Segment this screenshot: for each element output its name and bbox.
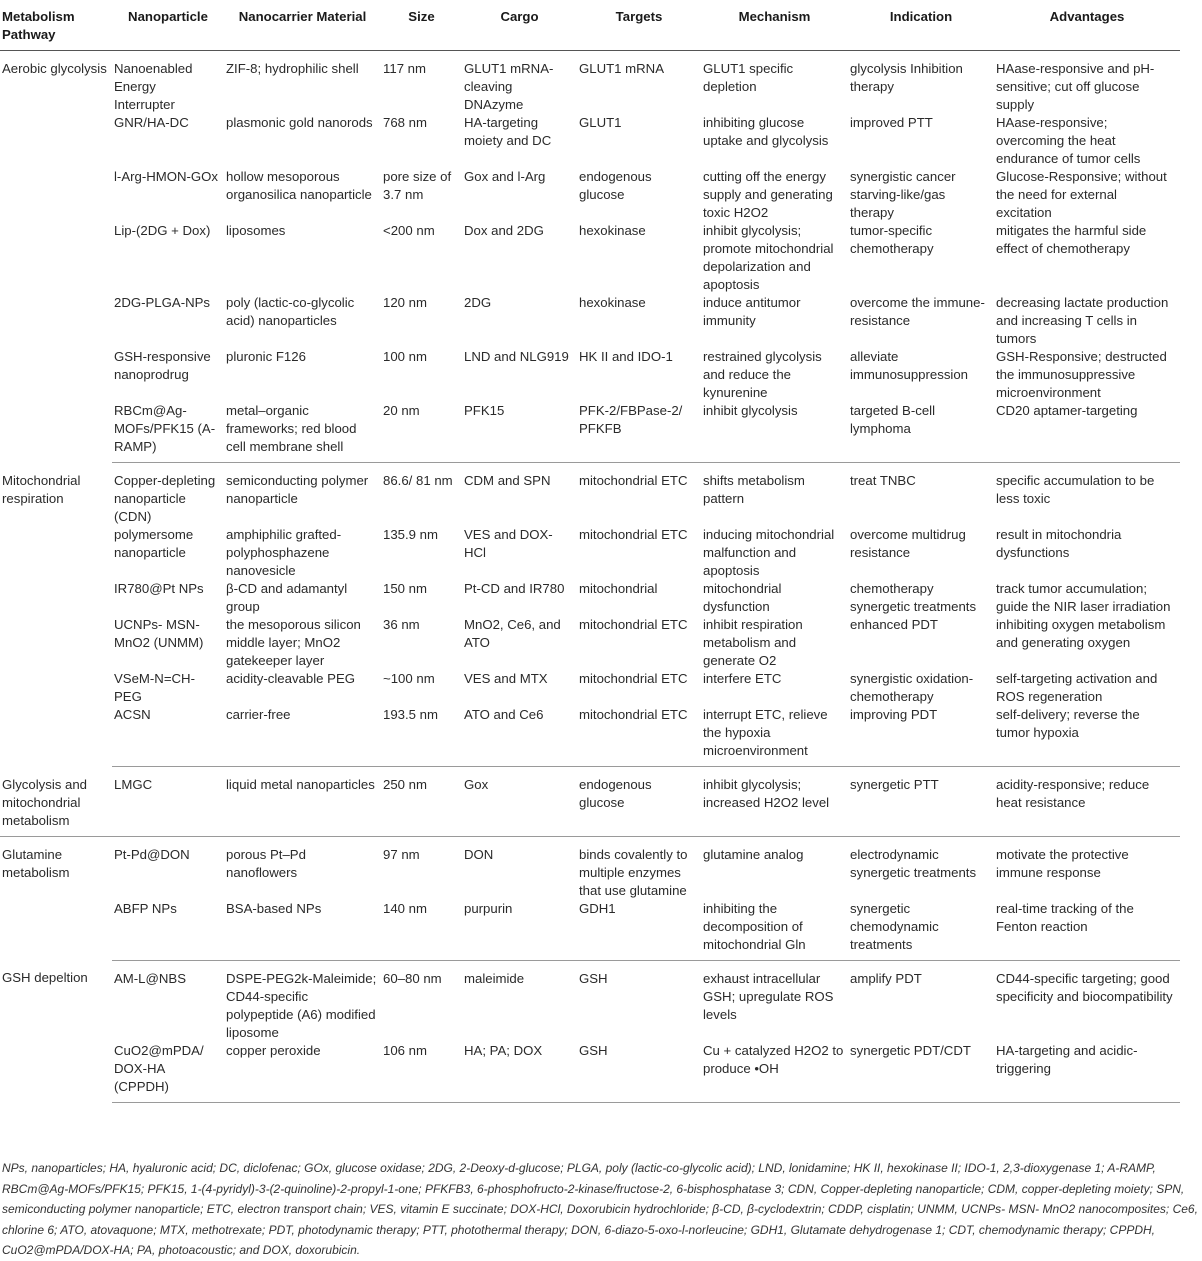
table-cell: self-targeting activation and ROS regeneration (996, 671, 1158, 704)
table-cell: exhaust intracellular GSH; upregulate ROS levels (703, 970, 834, 1022)
table-cell: inhibiting the decomposition of mitochondrial Gln (701, 900, 848, 961)
table-cell: inhibit glycolysis; promote mitochondrial depolarization and apoptosis (703, 223, 834, 292)
table-row (0, 767, 1180, 837)
table-row (0, 900, 1180, 961)
table-cell: l-Arg-HMON-GOx (114, 169, 219, 184)
table-row (0, 706, 1180, 767)
table-cell: HK II and IDO-1 (579, 349, 673, 364)
header-cell: Targets (577, 0, 701, 51)
table-cell: targeted B-cell lymphoma (848, 402, 994, 463)
table-cell: hexokinase (579, 295, 646, 310)
table-cell: liquid metal nanoparticles (224, 767, 381, 837)
table-row (0, 670, 1180, 706)
table-cell: mitigates the harmful side effect of chemotherapy (996, 223, 1147, 256)
table-cell: 193.5 nm (381, 706, 462, 767)
table-cell: LND and NLG919 (464, 349, 569, 364)
table-cell: Pt-CD and IR780 (464, 581, 565, 596)
table-cell: interfere ETC (703, 671, 782, 686)
pathway-cell: GSH depeltion (2, 970, 88, 985)
table-row (0, 836, 1180, 900)
table-cell: hexokinase (579, 223, 646, 238)
table-cell: 2DG (464, 295, 492, 310)
table-cell: GSH-responsive nanoprodrug (114, 349, 211, 382)
table-cell: chemotherapy synergetic treatments (850, 581, 977, 614)
table-row (0, 1042, 1180, 1103)
table-cell: liposomes (226, 223, 286, 238)
table-cell: Pt-Pd@DON (114, 846, 190, 862)
table-cell: synergistic oxidation-chemotherapy (850, 671, 974, 704)
table-cell: mitochondrial dysfunction (703, 581, 782, 614)
table-cell: overcome the immune-resistance (850, 295, 985, 328)
table-cell: metal–organic frameworks; red blood cell membrane shell (224, 402, 381, 463)
pathway-cell: Glutamine metabolism (2, 846, 70, 880)
table-cell: DSPE-PEG2k-Maleimide; CD44-specific polypeptide (A6) modified liposome (226, 970, 377, 1040)
table-cell: restrained glycolysis and reduce the kynurenine (703, 349, 822, 400)
table-cell: 150 nm (383, 581, 427, 596)
header-cell: Mechanism (701, 0, 848, 51)
table-cell: ~100 nm (383, 671, 435, 686)
table-cell: GLUT1 (579, 115, 622, 130)
table-cell: 20 nm (381, 402, 462, 463)
table-cell: GSH (577, 1042, 701, 1103)
table-cell: 36 nm (383, 617, 420, 632)
table-cell: UCNPs- MSN-MnO2 (UNMM) (114, 617, 204, 650)
table-cell: LMGC (112, 767, 224, 837)
table-cell: endogenous glucose (577, 767, 701, 837)
table-cell: CD44-specific targeting; good specificity and biocompatibility (996, 970, 1173, 1004)
table-cell: synergetic PTT (848, 767, 994, 837)
table-cell: porous Pt–Pd nanoflowers (226, 846, 306, 880)
table-cell: Lip-(2DG + Dox) (114, 223, 211, 238)
table-cell: acidity-cleavable PEG (226, 671, 356, 686)
table-cell: GLUT1 specific depletion (703, 61, 794, 94)
table-cell: ZIF-8; hydrophilic shell (226, 61, 359, 76)
table-cell: the mesoporous silicon middle layer; MnO2 gatekeeper layer (226, 617, 361, 668)
table-cell: 97 nm (383, 846, 420, 862)
table-cell: mitochondrial ETC (579, 617, 688, 632)
table-cell: interrupt ETC, relieve the hypoxia microenvironment (701, 706, 848, 767)
table-cell: alleviate immunosuppression (850, 349, 969, 382)
table-cell: 60–80 nm (383, 970, 442, 986)
table-cell: GLUT1 mRNA (579, 61, 664, 76)
table-cell: HA-targeting moiety and DC (464, 115, 552, 148)
table-cell: HA-targeting and acidic-triggering (994, 1042, 1180, 1103)
table-cell: Glucose-Responsive; without the need for external excitation (996, 169, 1167, 220)
table-cell: treat TNBC (850, 473, 916, 488)
table-cell: 100 nm (383, 349, 427, 364)
table-cell: glutamine analog (703, 846, 804, 862)
table-cell: 106 nm (381, 1042, 462, 1103)
table-cell: inhibiting oxygen metabolism and generating oxygen (996, 617, 1166, 650)
table-cell: mitochondrial (579, 581, 658, 596)
table-cell: Cu + catalyzed H2O2 to produce •OH (701, 1042, 848, 1103)
table-cell: mitochondrial ETC (579, 527, 688, 542)
table-cell: acidity-responsive; reduce heat resistance (994, 767, 1180, 837)
pathway-cell: Glycolysis and mitochondrial metabolism (0, 767, 112, 837)
table-cell: inhibit glycolysis; increased H2O2 level (701, 767, 848, 837)
table-cell: purpurin (462, 900, 577, 961)
table-cell: synergetic chemodynamic treatments (848, 900, 994, 961)
table-cell: decreasing lactate production and increasing T cells in tumors (996, 295, 1169, 346)
table-cell: tumor-specific chemotherapy (850, 223, 934, 256)
table-row (0, 222, 1180, 294)
header-cell: Cargo (462, 0, 577, 51)
table-cell: β-CD and adamantyl group (226, 581, 348, 614)
header-row (0, 0, 1180, 51)
table-row (0, 114, 1180, 168)
table-cell: inhibit respiration metabolism and generate O2 (703, 617, 803, 668)
table-cell: cutting off the energy supply and generating toxic H2O2 (703, 169, 833, 220)
table-cell: 140 nm (381, 900, 462, 961)
table-cell: VES and DOX-HCl (464, 527, 553, 560)
table-cell: GNR/HA-DC (114, 115, 189, 130)
table-cell: GLUT1 mRNA-cleaving DNAzyme (464, 61, 554, 112)
table-cell: Nanoenabled Energy Interrupter (114, 61, 193, 112)
header-cell: Nanocarrier Material (224, 0, 381, 51)
table-cell: shifts metabolism pattern (703, 473, 805, 506)
table-cell: amphiphilic grafted-polyphosphazene nanovesicle (226, 527, 342, 578)
table-cell: maleimide (464, 970, 525, 986)
table-body (0, 51, 1180, 1103)
table-cell: 768 nm (383, 115, 427, 130)
table-cell: inhibit glycolysis (701, 402, 848, 463)
table-cell: ACSN (112, 706, 224, 767)
header-cell: Metabolism Pathway (0, 0, 112, 51)
table-cell: mitochondrial ETC (579, 671, 688, 686)
table-cell: hollow mesoporous organosilica nanoparticle (226, 169, 372, 202)
table-cell: HA; PA; DOX (462, 1042, 577, 1103)
table-cell: poly (lactic-co-glycolic acid) nanoparticles (226, 295, 355, 328)
table-cell: self-delivery; reverse the tumor hypoxia (994, 706, 1180, 767)
table-cell: HAase-responsive; overcoming the heat endurance of tumor cells (996, 115, 1141, 166)
table-cell: motivate the protective immune response (996, 846, 1129, 880)
table-row (0, 51, 1180, 115)
header-cell: Size (381, 0, 462, 51)
table-cell: track tumor accumulation; guide the NIR laser irradiation (996, 581, 1171, 614)
table-cell: overcome multidrug resistance (850, 527, 966, 560)
table-cell: ATO and Ce6 (462, 706, 577, 767)
table-cell: result in mitochondria dysfunctions (996, 527, 1122, 560)
table-cell: synergistic cancer starving-like/gas therapy (850, 169, 956, 220)
table-cell: Dox and 2DG (464, 223, 544, 238)
table-cell: amplify PDT (850, 970, 922, 986)
table-cell: RBCm@Ag-MOFs/PFK15 (A-RAMP) (112, 402, 224, 463)
header-cell: Advantages (994, 0, 1180, 51)
table-cell: 120 nm (383, 295, 427, 310)
table-cell: MnO2, Ce6, and ATO (464, 617, 561, 650)
table-cell: pore size of 3.7 nm (383, 169, 452, 202)
table-footnote: NPs, nanoparticles; HA, hyaluronic acid; DC, diclofenac; GOx, glucose oxidase; 2DG, 2-Deoxy-d-glucose; PLGA, poly (lactic-co-glycolic acid); LND, lonidamine; HK II, hexokinase II; IDO-1, 2,3-dioxygenase 1; A-RAMP, RBCm@Ag-MOFs/PFK15; PFK15, 1-(4-pyridyl)-3-(2-quinoline)-2-propyl-1-one; PFKFB3, 6-phosphofructo-2-kinase/fructose-2, 6-bisphosphatase 3; CDN, Copper-depleting nanoparticle; CDM, copper-depleting moiety; SPN, semiconducting polymer nanoparticle; ETC, electron transport chain; VES, vitamin E succinate; DOX-HCl, Doxorubicin hydrochloride; β-CD, β-cyclodextrin; CDDP, cisplatin; UNMM, UCNPs- MSN- MnO2 nanocomposites; Ce6, chlorine 6; ATO, atovaquone; MTX, methotrexate; PDT, photodynamic therapy; PTT, photothermal therapy; DON, 6-diazo-5-oxo-l-norleucine; GDH1, Glutamate dehydrogenase 1; CDT, chemodynamic therapy; CPPDH, CuO2@mPDA/DOX-HA; PA, photoacoustic; and DOX, doxorubicin. (2, 1161, 1198, 1257)
table-cell: glycolysis Inhibition therapy (850, 61, 963, 94)
table-cell: induce antitumor immunity (703, 295, 801, 328)
table-row (0, 348, 1180, 402)
table-cell: VSeM-N=CH-PEG (114, 671, 195, 704)
table-cell: 2DG-PLGA-NPs (114, 295, 210, 310)
table-cell: DON (464, 846, 494, 862)
table-cell: inhibiting glucose uptake and glycolysis (703, 115, 829, 148)
table-cell: polymersome nanoparticle (114, 527, 194, 560)
table-cell: plasmonic gold nanorods (226, 115, 373, 130)
table-cell: electrodynamic synergetic treatments (850, 846, 977, 880)
table-row (0, 168, 1180, 222)
table-cell: copper peroxide (224, 1042, 381, 1103)
table-cell: 250 nm (381, 767, 462, 837)
header-cell: Nanoparticle (112, 0, 224, 51)
table-cell: CD20 aptamer-targeting (994, 402, 1180, 463)
table-cell: specific accumulation to be less toxic (996, 473, 1155, 506)
table-cell: semiconducting polymer nanoparticle (226, 473, 369, 506)
table-cell: GSH-Responsive; destructed the immunosuppressive microenvironment (996, 349, 1167, 400)
table-cell: 86.6/ 81 nm (383, 473, 453, 488)
table-cell: improving PDT (848, 706, 994, 767)
table-row (0, 580, 1180, 616)
table-cell: synergetic PDT/CDT (848, 1042, 994, 1103)
table-row (0, 616, 1180, 670)
table-cell: VES and MTX (464, 671, 548, 686)
table-cell: endogenous glucose (579, 169, 652, 202)
table-row (0, 294, 1180, 348)
table-cell: HAase-responsive and pH-sensitive; cut off glucose supply (996, 61, 1155, 112)
table-cell: 135.9 nm (383, 527, 438, 542)
table-cell: AM-L@NBS (114, 970, 187, 986)
table-cell: Gox (462, 767, 577, 837)
table-cell: Copper-depleting nanoparticle (CDN) (114, 473, 216, 524)
table-cell: Gox and l-Arg (464, 169, 546, 184)
table-cell: GDH1 (577, 900, 701, 961)
table-row (0, 960, 1180, 1042)
table-cell: carrier-free (224, 706, 381, 767)
table-cell: PFK15 (462, 402, 577, 463)
pathway-cell: Mitochondrial respiration (2, 472, 81, 506)
table-cell: improved PTT (850, 115, 933, 130)
table-cell: mitochondrial ETC (577, 706, 701, 767)
table-cell: GSH (579, 970, 608, 986)
table-row (0, 402, 1180, 463)
table-cell: pluronic F126 (226, 349, 306, 364)
table-cell: enhanced PDT (850, 617, 938, 632)
table-cell: <200 nm (383, 223, 435, 238)
table-cell: binds covalently to multiple enzymes that use glutamine (579, 846, 688, 898)
table-row (0, 526, 1180, 580)
table-cell: CDM and SPN (464, 473, 551, 488)
header-cell: Indication (848, 0, 994, 51)
table-cell: mitochondrial ETC (579, 473, 688, 488)
table-cell: 117 nm (383, 61, 427, 76)
table-cell: CuO2@mPDA/ DOX-HA (CPPDH) (112, 1042, 224, 1103)
pathway-cell: Aerobic glycolysis (2, 61, 107, 76)
table-cell: real-time tracking of the Fenton reaction (994, 900, 1180, 961)
table-cell: inducing mitochondrial malfunction and apoptosis (703, 527, 835, 578)
table-row (0, 463, 1180, 527)
table-cell: PFK-2/FBPase-2/ PFKFB (577, 402, 701, 463)
table-cell: ABFP NPs (112, 900, 224, 961)
table-cell: IR780@Pt NPs (114, 581, 204, 596)
table-cell: BSA-based NPs (224, 900, 381, 961)
